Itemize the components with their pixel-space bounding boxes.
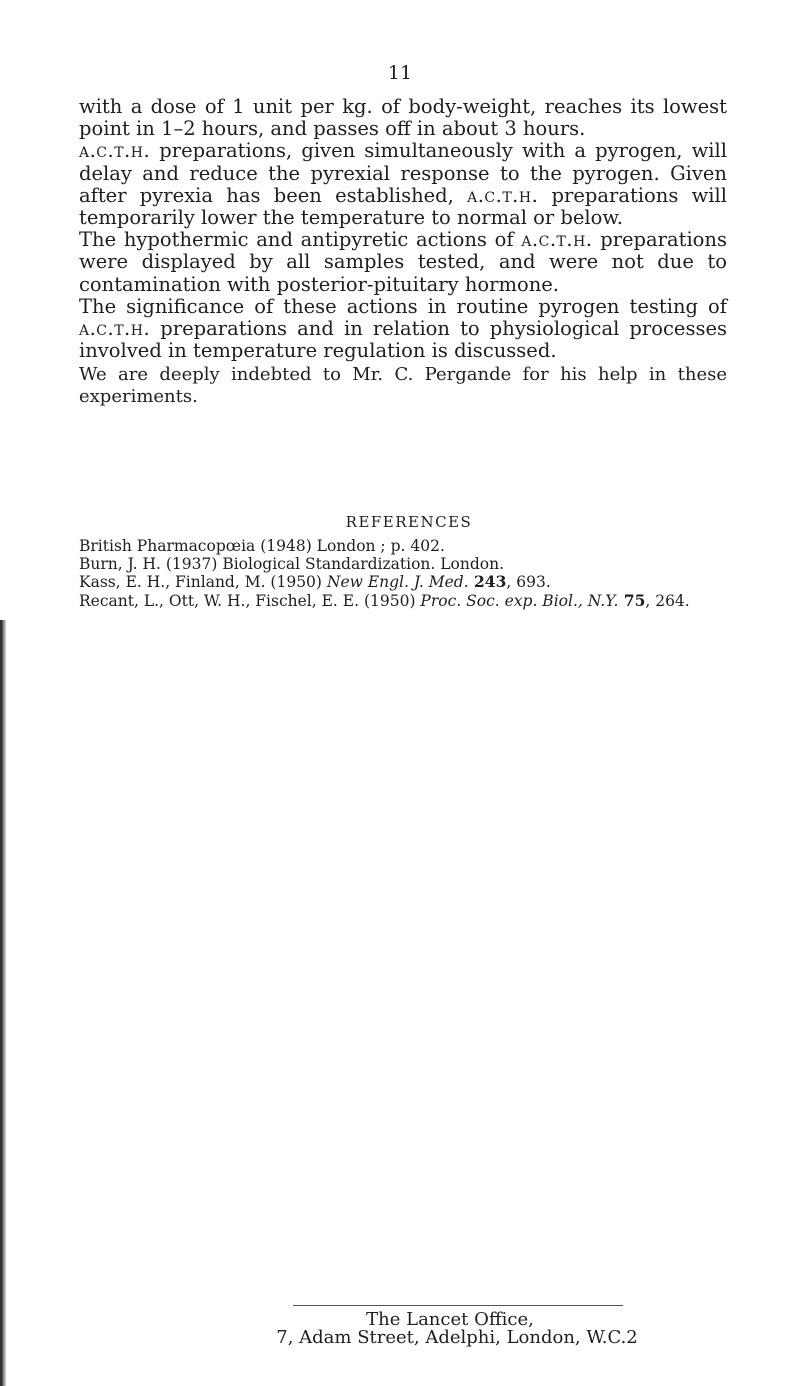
- footer-office: The Lancet Office,: [366, 1309, 534, 1330]
- reference-item: [79, 573, 739, 592]
- reference-volume: 243: [468, 572, 507, 592]
- abbreviation-acth: a.c.t.h.: [521, 228, 593, 252]
- footer-address: 7, Adam Street, Adelphi, London, W.C.2: [276, 1327, 638, 1348]
- reference-authors: Kass, E. H., Finland, M. (1950): [79, 573, 327, 592]
- paragraph-significance: [79, 296, 727, 363]
- paragraph-text: with a dose of 1 unit per kg. of body-weight, reaches its lowest point in 1–2 hours, and passes off in about 3 hours.: [79, 95, 727, 141]
- page-number: 11: [387, 62, 413, 84]
- reference-pages: , 693.: [506, 573, 551, 592]
- references-section: [79, 514, 739, 611]
- paragraph-text: preparations were displayed by all samples tested, and were not due to contamination with posterior-pituitary hormone.: [79, 228, 727, 296]
- reference-authors: Recant, L., Ott, W. H., Fischel, E. E. (1950): [79, 592, 421, 611]
- paragraph-text: preparations will temporarily lower the temperature to normal or below.: [79, 183, 727, 230]
- paragraph-text: The hypothermic and antipyretic actions of: [79, 228, 522, 252]
- paragraph-text: The significance of these actions in routine pyrogen testing of: [79, 294, 727, 318]
- reference-pages: , 264.: [645, 592, 690, 611]
- paragraph-continuation: [79, 96, 727, 140]
- reference-item: [79, 592, 739, 611]
- reference-item: [79, 556, 739, 574]
- paragraph-text: preparations and in relation to physiological processes involved in temperature regulation is discussed.: [79, 317, 727, 363]
- reference-volume: 75: [618, 591, 646, 611]
- reference-authors: British Pharmacopœia (1948) London ; p. 402.: [79, 536, 445, 555]
- reference-item: [79, 538, 739, 556]
- paragraph-delay-pyrexia: [79, 140, 727, 229]
- reference-journal: Proc. Soc. exp. Biol., N.Y.: [420, 592, 619, 611]
- reference-journal: New Engl. J. Med.: [326, 573, 469, 592]
- scan-edge-shadow: [0, 620, 6, 1386]
- references-heading: REFERENCES: [345, 513, 473, 531]
- acknowledgement: We are deeply indebted to Mr. C. Pergande for his help in these experiments.: [79, 364, 727, 407]
- reference-authors: Burn, J. H. (1937) Biological Standardization. London.: [79, 554, 505, 573]
- references-list: [79, 538, 739, 611]
- paragraph-text: preparations, given simultaneously with a pyrogen, will delay and reduce the pyrexial response to the pyrogen. Given after pyrexia has been established,: [79, 139, 727, 207]
- publisher-footer: [240, 1305, 660, 1347]
- paragraph-hypothermic: [79, 229, 727, 296]
- abbreviation-acth: a.c.t.h.: [79, 139, 151, 163]
- summary-body: [79, 96, 727, 407]
- abbreviation-acth: a.c.t.h.: [467, 183, 539, 207]
- abbreviation-acth: a.c.t.h.: [79, 317, 151, 341]
